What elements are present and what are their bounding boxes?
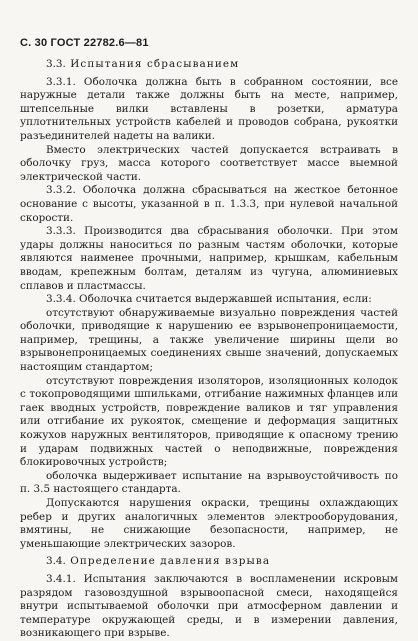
paragraph-3-3-4-item-2: отсутствуют повреждения изоляторов, изоляционных колодок с токопроводящими шпильками, отгибание нажимных фланцев или гаек вводных устройств, повреждение валиков и тяг управления или отгибание их рукояток, смещение и деформация защитных кожухов наружных вентиляторов, приводящие к опасному трению и ударам подвижных частей о неподвижные, повреждения блокировочных устройств; [20,374,398,469]
paragraph-3-3-2: 3.3.2. Оболочка должна сбрасываться на жесткое бетонное основание с высоты, указанной в п. 1.3.3, при нулевой начальной скорости. [20,184,398,224]
paragraph-3-4-1: 3.4.1. Испытания заключаются в воспламенении искровым разрядом газовоздушной взрывоопасной смеси, находящейся внутри испытываемой оболочки при атмосферном давлении и температуре окружающей среды, и в измерении давления, возникающего при взрыве. [20,572,398,640]
paragraph-3-3-4: 3.3.4. Оболочка считается выдержавшей испытания, если: [46,293,372,306]
section-heading-3-3 [20,58,398,72]
page-header: С. 30 ГОСТ 22782.6—81 [20,37,149,49]
paragraph-3-3-4-allowance: Допускаются нарушения окраски, трещины охлаждающих ребер и других аналогичных элементов электрооборудования, вмятины, не снижающие безопасности, например, не уменьшающие электрических зазоров. [20,497,398,550]
section-title: Испытания сбрасыванием [70,58,240,70]
section-number: 3.4. [46,555,66,568]
section-title: Определение давления взрыва [70,555,271,568]
section-heading-3-4 [20,555,398,569]
section-number: 3.3. [46,58,66,70]
paragraph-3-3-3: 3.3.3. Производится два сбрасывания оболочки. При этом удары должны наноситься по разным частям оболочки, которые являются наименее прочными, например, крышкам, кабельным вводам, крепежным болтам, деталям из чугуна, алюминиевых сплавов и пластмассы. [20,225,398,292]
document-body [20,58,398,641]
paragraph-3-3-1-note: Вместо электрических частей допускается встраивать в оболочку груз, масса которого соответствует массе выемной электрической части. [20,143,398,183]
paragraph-3-3-4-item-3: оболочка выдерживает испытание на взрывоустойчивость по п. 3.5 настоящего стандарта. [20,469,398,496]
paragraph-3-3-4-item-1: отсутствуют обнаруживаемые визуально повреждения частей оболочки, приводящие к нарушению ее взрывонепроницаемости, например, трещины, а также увеличение ширины щели во взрывонепроницаемых соединениях свыше значений, допускаемых настоящим стандартом; [20,306,398,374]
paragraph-3-3-1: 3.3.1. Оболочка должна быть в собранном состоянии, все наружные детали также должны быть на месте, например, штепсельные вилки вставлены в розетки, арматура уплотнительных устройств кабелей и проводов собрана, рукоятки разъединителей надеты на валики. [20,75,398,142]
